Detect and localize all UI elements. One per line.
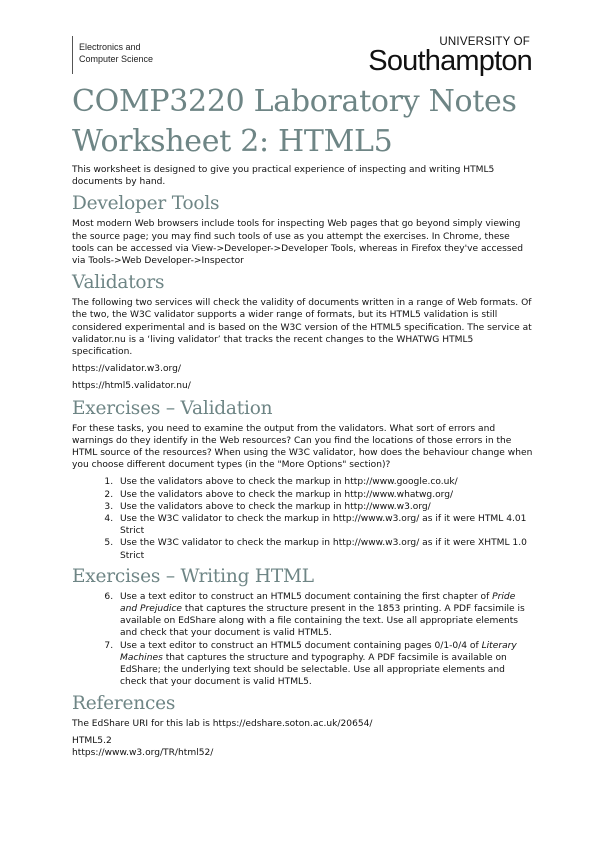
department-label (72, 36, 153, 74)
validator-link-w3c[interactable]: https://validator.w3.org/ (72, 364, 181, 375)
validators-paragraph: The following two services will check the validity of documents written in a range of Web formats. Of the two, the W3C validator supports a wider range of formats, but its HTML5 validation is still considered experimental and is based on the W3C version of the HTML5 specification. The service at validator.nu is a ‘living validator’ that tracks the recent changes to the WHATWG HTML5 specification. (72, 298, 532, 358)
exercise-6-book-title: Pride and Prejudice (120, 591, 516, 615)
title-line-2: Worksheet 2: HTML5 (72, 124, 393, 159)
exercises-validation-paragraph: For these tasks, you need to examine the output from the validators. What sort of errors and warnings do they identify in the Web resources? Can you find the locations of those errors in the HTML source of the resources? When using the W3C validator, how does the behaviour change when you choose different document types (in the "More Options" section)? (72, 423, 533, 471)
university-logo (368, 36, 532, 77)
writing-exercise-list (72, 591, 534, 689)
heading-references: References (72, 692, 176, 714)
heading-validators: Validators (72, 272, 165, 294)
document-title (72, 82, 517, 162)
heading-exercises-validation: Exercises – Validation (72, 397, 273, 419)
exercise-6-text-after: that captures the structure present in the 1853 printing. A PDF facsimile is available on EdShare along with a file containing the text. Use all appropriate elements and check that your document is valid HTML5. (120, 604, 525, 639)
page-header (72, 36, 532, 76)
exercise-item-3: 3. Use the validators above to check the markup in http://www.w3.org/ (116, 501, 534, 513)
logo-university-of: UNIVERSITY OF (439, 36, 530, 48)
reference-url[interactable]: https://www.w3.org/TR/html52/ (72, 747, 214, 758)
exercise-6-text-before: Use a text editor to construct an HTML5 document containing the first chapter of (120, 591, 493, 602)
intro-paragraph: This worksheet is designed to give you practical experience of inspecting and writing HTML5 documents by hand. (72, 165, 495, 188)
department-line-1: Electronics and (79, 42, 141, 52)
logo-southampton: Southampton (368, 45, 532, 77)
exercise-7-book-title: Literary Machines (120, 640, 517, 663)
validator-link-nu[interactable]: https://html5.validator.nu/ (72, 381, 191, 392)
exercise-item-2: 2. Use the validators above to check the markup in http://www.whatwg.org/ (116, 489, 534, 501)
heading-developer-tools: Developer Tools (72, 193, 220, 215)
exercise-item-1: 1. Use the validators above to check the markup in http://www.google.co.uk/ (116, 476, 534, 488)
reference-name: HTML5.2 (72, 735, 112, 746)
exercise-7-text-after: that captures the structure and typography. A PDF facsimile is available on EdShare; the underlying text should be selectable. Use all appropriate elements and check that your document is valid HTML5. (120, 652, 507, 688)
edshare-uri-text: The EdShare URI for this lab is https://edshare.soton.ac.uk/20654/ (72, 718, 373, 729)
department-line-2: Computer Science (79, 54, 154, 64)
document-body (72, 164, 534, 764)
developer-tools-paragraph: Most modern Web browsers include tools for inspecting Web pages that go beyond simply viewing the source page; you may find such tools of use as you attempt the exercises. In Chrome, these tools can be accessed via View->Developer->Developer Tools, whereas in Firefox they've accessed via Tools->Web Developer->Inspector (72, 219, 523, 267)
exercise-item-5: 5. Use the W3C validator to check the markup in http://www.w3.org/ as if it were XHTML 1.0 Strict (116, 537, 534, 561)
exercise-item-4: 4. Use the W3C validator to check the markup in http://www.w3.org/ as if it were HTML 4.01 Strict (116, 513, 534, 537)
title-line-1: COMP3220 Laboratory Notes (72, 84, 517, 119)
validation-exercise-list (72, 476, 534, 561)
exercise-item-7 (116, 640, 534, 689)
exercise-7-text-before: Use a text editor to construct an HTML5 document containing pages 0/1-0/4 of (120, 640, 482, 651)
heading-exercises-writing: Exercises – Writing HTML (72, 565, 314, 587)
exercise-item-6 (116, 591, 534, 640)
